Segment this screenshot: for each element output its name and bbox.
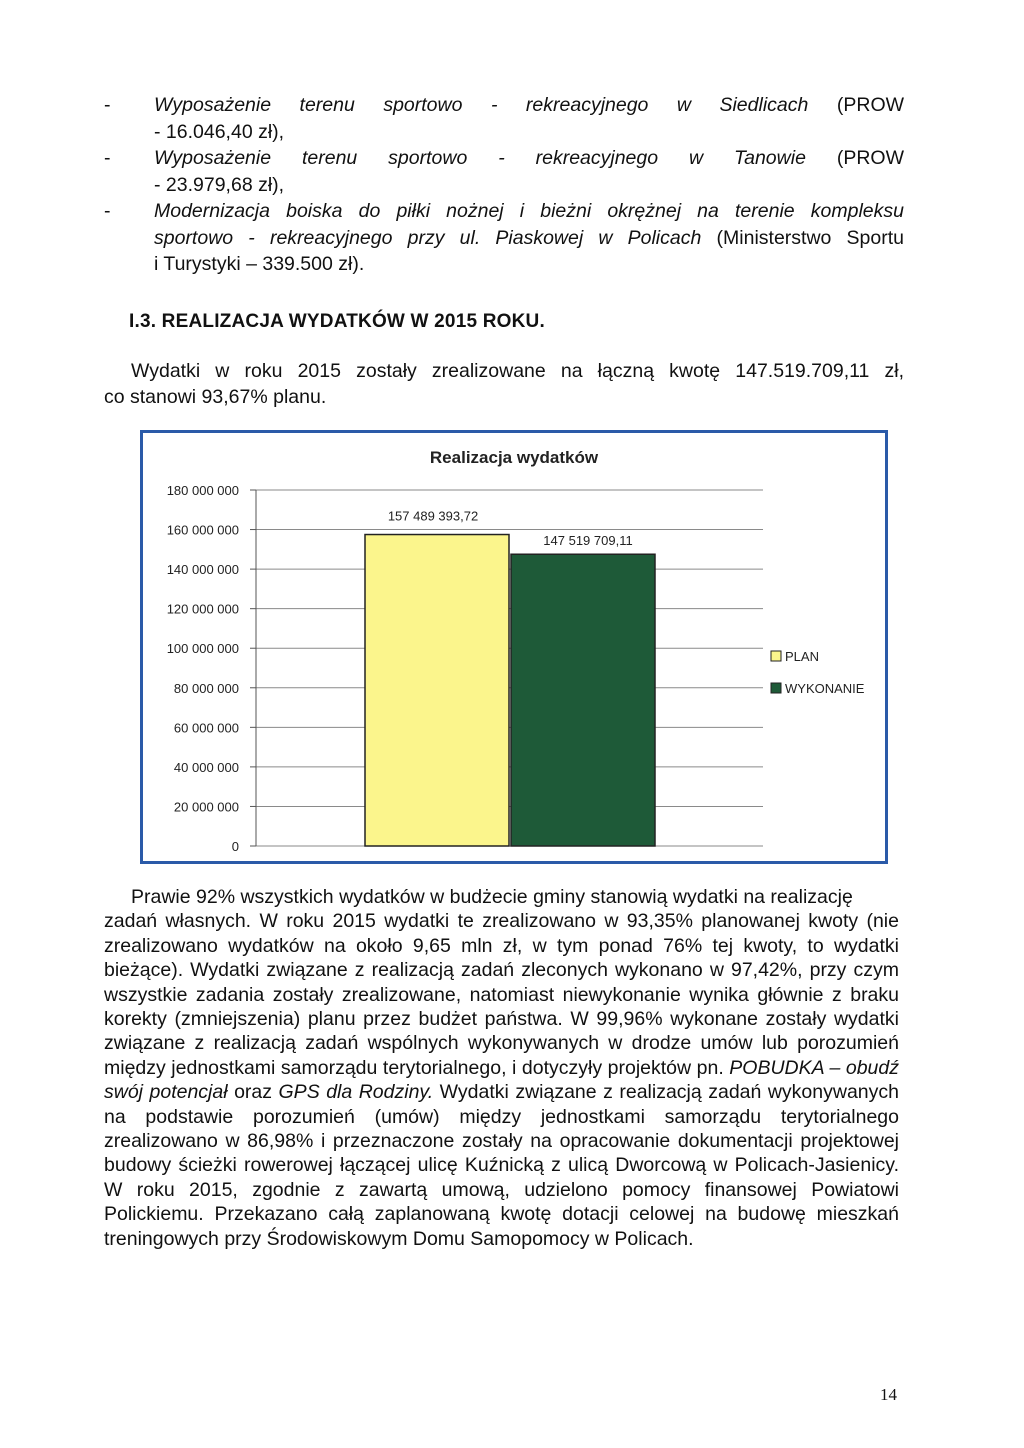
- body-text-a: zadań własnych. W roku 2015 wydatki te zrealizowano w 93,35% planowanej kwoty (nie zrealizowano wydatków na około 9,65 mln zł, w tym ponad 76% tej kwoty, to wydatki bieżące). Wydatki związane z realizacją zadań zleconych wykonano w 97,42%, przy czym wszystkie zadania zostały zrealizowane, natomiast niewykonanie wynika głównie z braku korekty (zmniejszenia) planu przez budżet państwa. W 99,96% wykonane zostały wydatki związane z realizacją zadań wspólnych wykonywanych w drodze umów lub porozumień między jednostkami samorządu terytorialnego, i dotyczyły projektów pn.: [104, 910, 899, 1079]
- item-title: Wyposażenie terenu sportowo - rekreacyjnego w Siedlicach: [154, 94, 809, 116]
- legend-label: WYKONANIE: [785, 681, 865, 696]
- project-name: POBUDKA – obudź swój potencjał: [104, 1056, 899, 1104]
- body-text-b: oraz: [234, 1081, 273, 1104]
- project-name: GPS dla Rodziny.: [278, 1081, 434, 1104]
- legend-swatch-wykonanie: [771, 683, 781, 693]
- y-tick-label: 20 000 000: [173, 799, 239, 815]
- y-tick-label: 0: [231, 839, 239, 854]
- list-item: [104, 145, 904, 198]
- section-heading: I.3. REALIZACJA WYDATKÓW W 2015 ROKU.: [129, 311, 545, 332]
- intro-paragraph: [104, 358, 904, 410]
- chart-title: Realizacja wydatków: [429, 448, 599, 467]
- y-tick-label: 100 000 000: [166, 641, 239, 657]
- item-title-cont: sportowo - rekreacyjnego przy ul. Piaskowej w Policach: [154, 226, 702, 249]
- list-dash: -: [104, 94, 111, 116]
- y-tick-label: 80 000 000: [173, 680, 239, 696]
- y-tick-label: 60 000 000: [173, 720, 239, 736]
- intro-line: Wydatki w roku 2015 zostały zrealizowane na łączną kwotę 147.519.709,11 zł,: [131, 360, 904, 382]
- bar-value-label: 147 519 709,11: [543, 533, 633, 549]
- item-amount: i Turystyki – 339.500 zł).: [154, 253, 365, 275]
- item-title: Modernizacja boiska do piłki nożnej i bieżni okrężnej na terenie kompleksu: [154, 200, 904, 222]
- y-tick-label: 160 000 000: [166, 522, 239, 538]
- body-first-line: Prawie 92% wszystkich wydatków w budżecie gminy stanowią wydatki na realizację: [131, 886, 853, 908]
- item-amount: - 23.979,68 zł),: [154, 173, 285, 196]
- intro-line: co stanowi 93,67% planu.: [104, 386, 327, 408]
- y-tick-label: 180 000 000: [166, 483, 239, 498]
- item-source: (Ministerstwo Sportu: [716, 226, 905, 249]
- body-paragraph: [104, 885, 899, 1251]
- legend-swatch-plan: [771, 651, 781, 661]
- item-amount: - 16.046,40 zł),: [154, 120, 285, 143]
- expenditure-chart: [140, 430, 888, 864]
- list-dash: -: [104, 147, 111, 169]
- y-tick-label: 40 000 000: [173, 759, 239, 775]
- list-item: [104, 92, 904, 145]
- investment-list: [104, 92, 904, 278]
- item-source: (PROW: [836, 94, 905, 116]
- page-number: 14: [880, 1385, 897, 1404]
- list-item: [104, 198, 904, 278]
- body-text-c: Wydatki związane z realizacją zadań wykonywanych na podstawie porozumień (umów) między jednostkami samorządu terytorialnego zrealizowano w 86,98% i przeznaczone zostały na opracowanie dokumentacji projektowej budowy ścieżki rowerowej łączącej ulicę Kuźnicką z ulicą Dworcową w Policach-Jasienicy. W roku 2015, zgodnie z zawartą umową, udzielono pomocy finansowej Powiatowi Polickiemu. Przekazano całą zaplanowaną kwotę dotacji celowej na budowę mieszkań treningowych przy Środowiskowym Domu Samopomocy w Policach.: [104, 1081, 899, 1250]
- item-source: (PROW: [836, 147, 904, 169]
- list-dash: -: [104, 200, 111, 222]
- y-tick-label: 140 000 000: [166, 562, 239, 578]
- bar-wykonanie: [511, 554, 655, 846]
- legend-label: PLAN: [785, 649, 819, 664]
- bar-plan: [365, 535, 509, 846]
- chart-canvas: [143, 433, 885, 861]
- bar-value-label: 157 489 393,72: [387, 508, 479, 524]
- item-title: Wyposażenie terenu sportowo - rekreacyjnego w Tanowie: [154, 147, 806, 169]
- y-tick-label: 120 000 000: [166, 601, 239, 617]
